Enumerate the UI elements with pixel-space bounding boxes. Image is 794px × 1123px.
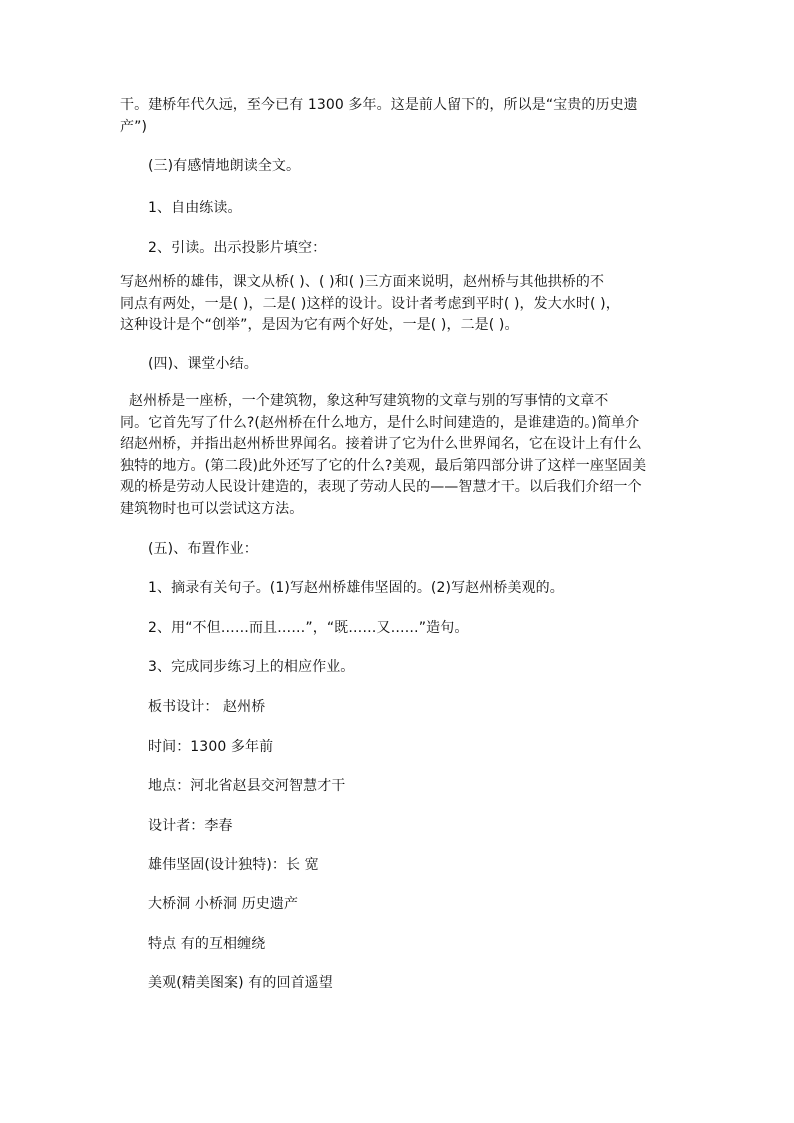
intro-paragraph <box>120 95 686 138</box>
board-time: 时间：1300 多年前 <box>148 739 274 755</box>
board-sturdy: 雄伟坚固(设计独特)：长 宽 <box>148 857 319 873</box>
fill-blank-line-1: 写赵州桥的雄伟，课文从桥( )、( )和( )三方面来说明，赵州桥与其他拱桥的不 <box>120 274 605 290</box>
summary-line-4: 独特的地方。(第二段)此外还写了它的什么?美观，最后第四部分讲了这样一座坚固美 <box>120 457 647 474</box>
summary-line-1: 赵州桥是一座桥，一个建筑物，象这种写建筑物的文章与别的写事情的文章不 <box>129 393 609 409</box>
board-design-title: 板书设计： 赵州桥 <box>148 699 266 715</box>
board-feature: 特点 有的互相缠绕 <box>148 936 266 952</box>
board-arches: 大桥洞 小桥洞 历史遗产 <box>148 896 299 912</box>
board-designer: 设计者：李春 <box>148 818 233 834</box>
section-5-title: (五)、布置作业： <box>148 541 258 557</box>
summary-line-6: 建筑物时也可以尝试这方法。 <box>120 500 304 517</box>
summary-paragraph <box>120 391 686 520</box>
homework-1: 1、摘录有关句子。(1)写赵州桥雄伟坚固的。(2)写赵州桥美观的。 <box>148 580 564 596</box>
fill-blank-paragraph <box>120 272 686 337</box>
homework-2: 2、用“不但……而且……”，“既……又……”造句。 <box>148 620 469 636</box>
board-beauty: 美观(精美图案) 有的回首遥望 <box>148 975 333 991</box>
section-4-title: (四)、课堂小结。 <box>148 356 258 372</box>
intro-line-2: 产”) <box>120 118 148 135</box>
homework-3: 3、完成同步练习上的相应作业。 <box>148 659 355 675</box>
board-place: 地点：河北省赵县交河智慧才干 <box>148 778 346 794</box>
fill-blank-line-2: 同点有两处，一是( )，二是( )这样的设计。设计者考虑到平时( )，发大水时( )， <box>120 295 620 312</box>
step-1: 1、自由练读。 <box>148 200 242 216</box>
step-2: 2、引读。出示投影片填空： <box>148 240 327 256</box>
fill-blank-line-3: 这种设计是个“创举”，是因为它有两个好处，一是( )，二是( )。 <box>120 317 519 333</box>
summary-line-2: 同。它首先写了什么?(赵州桥在什么地方，是什么时间建造的，是谁建造的。)简单介 <box>120 414 640 431</box>
section-3-title: (三)有感情地朗读全文。 <box>148 158 301 174</box>
summary-line-5: 观的桥是劳动人民设计建造的，表现了劳动人民的——智慧才干。以后我们介绍一个 <box>120 479 642 495</box>
summary-line-3: 绍赵州桥，并指出赵州桥世界闻名。接着讲了它为什么世界闻名，它在设计上有什么 <box>120 436 642 452</box>
intro-line-1: 干。建桥年代久远，至今已有 1300 多年。这是前人留下的，所以是“宝贵的历史遗 <box>120 97 638 113</box>
